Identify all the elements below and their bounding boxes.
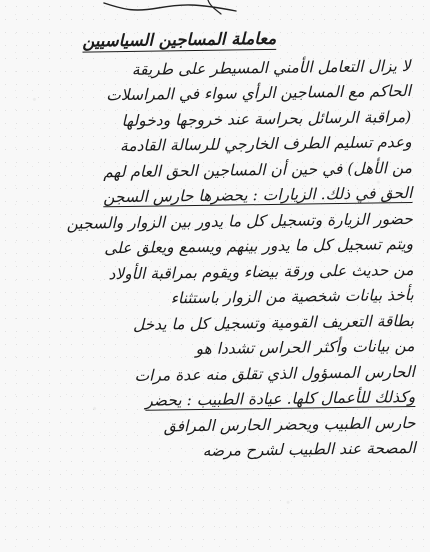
text-line: بأخذ بيانات شخصية من الزوار باستثناء (170, 285, 414, 308)
text-line: حضور الزيارة وتسجيل كل ما يدور بين الزوار والسجين (66, 209, 413, 233)
document-title: معاملة المساجين السياسيين (82, 28, 277, 51)
handwritten-letter (18, 24, 416, 467)
text-line: (مراقبة الرسائل بحراسة عند خروجها ودخولها (121, 107, 412, 130)
text-line: المصحة عند الطبيب لشرح مرضه (202, 438, 417, 460)
text-line: حارس الطبيب ويحضر الحارس المرافق (163, 413, 416, 435)
text-line: الحاكم مع المساجين الرأي سواء في المراسلات (106, 81, 412, 105)
text-line: الحارس المسؤول الذي تقلق منه عدة مرات (134, 362, 415, 385)
text-line: من حديث على ورقة بيضاء ويقوم بمراقبة الأولاد (108, 260, 414, 283)
text-line: من الأهل) في حين أن المساجين الحق العام لهم (103, 158, 413, 181)
text-line: بطاقة التعريف القومية وتسجيل كل ما يدخل (132, 311, 415, 334)
text-line: ويتم تسجيل كل ما يدور بينهم ويسمع ويعلق على (104, 234, 414, 258)
text-line: من بيانات وأكثر الحراس تشددا هو (195, 336, 415, 359)
text-line: وعدم تسليم الطرف الخارجي للرسالة القادمة (119, 132, 412, 156)
text-line: الحق في ذلك. الزيارات : يحضرها حارس السجن (103, 183, 413, 207)
text-line: لا يزال التعامل الأمني المسيطر على طريقة (131, 56, 411, 79)
top-ink-stroke (100, 0, 240, 18)
text-line: وكذلك للأعمال كلها. عيادة الطبيب : يحضر (145, 387, 416, 410)
